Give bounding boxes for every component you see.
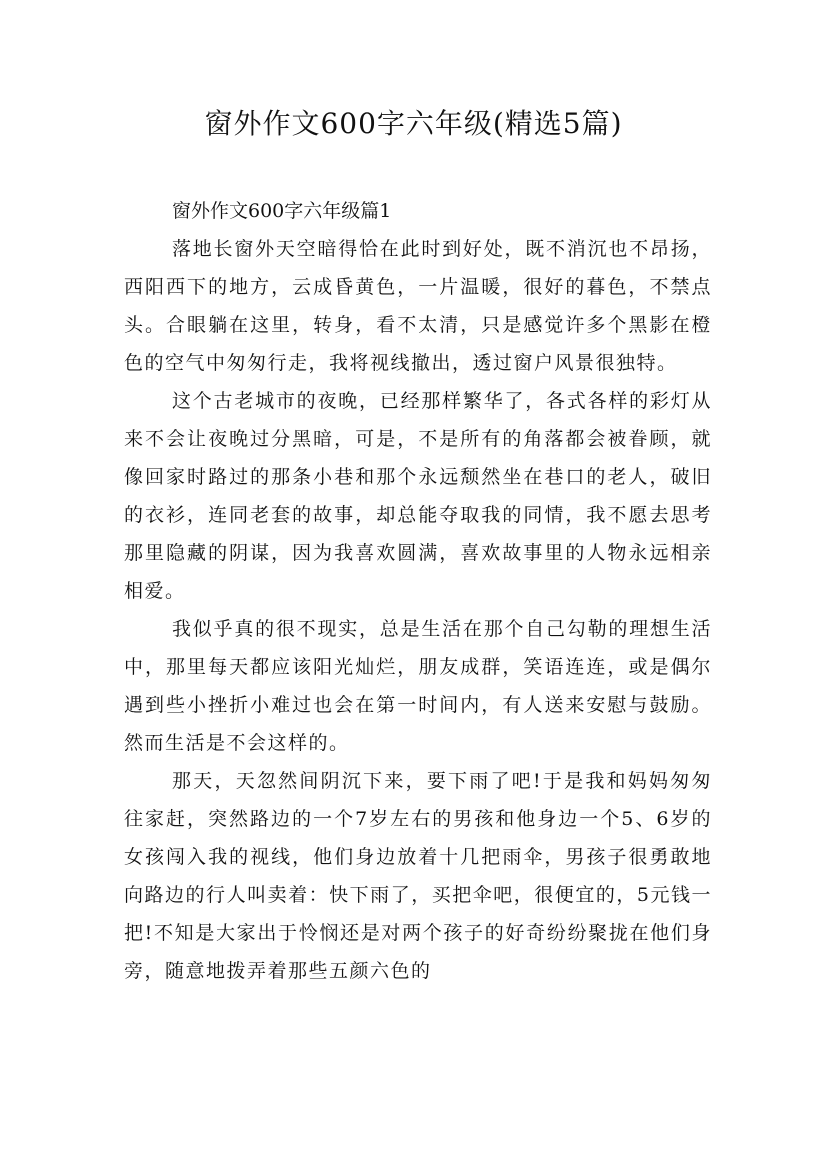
paragraph: 我似乎真的很不现实，总是生活在那个自己勾勒的理想生活中，那里每天都应该阳光灿烂，朋友成群，笑语连连，或是偶尔遇到些小挫折小难过也会在第一时间内，有人送来安慰与鼓励。然而生活是不会这样的。 [124,618,712,754]
paragraph: 落地长窗外天空暗得恰在此时到好处，既不消沉也不昂扬，西阳西下的地方，云成昏黄色，一片温暖，很好的暮色，不禁点头。合眼躺在这里，转身，看不太清，只是感觉许多个黑影在橙色的空气中匆匆行走，我将视线撤出，透过窗户风景很独特。 [124,238,712,374]
document-title: 窗外作文600字六年级(精选5篇) [204,107,623,140]
section-heading: 窗外作文600字六年级篇1 [172,200,392,222]
document-body [124,192,712,990]
paragraph: 这个古老城市的夜晚，已经那样繁华了，各式各样的彩灯从来不会让夜晚过分黑暗，可是，不是所有的角落都会被眷顾，就像回家时路过的那条小巷和那个永远颓然坐在巷口的老人，破旧的衣衫，连同老套的故事，却总能夺取我的同情，我不愿去思考那里隐藏的阴谋，因为我喜欢圆满，喜欢故事里的人物永远相亲相爱。 [124,390,712,602]
paragraph: 那天，天忽然间阴沉下来，要下雨了吧!于是我和妈妈匆匆往家赶，突然路边的一个7岁左右的男孩和他身边一个5、6岁的女孩闯入我的视线，他们身边放着十几把雨伞，男孩子很勇敢地向路边的行人叫卖着：快下雨了，买把伞吧，很便宜的，5元钱一把!不知是大家出于怜悯还是对两个孩子的好奇纷纷聚拢在他们身旁，随意地拨弄着那些五颜六色的 [124,770,712,982]
